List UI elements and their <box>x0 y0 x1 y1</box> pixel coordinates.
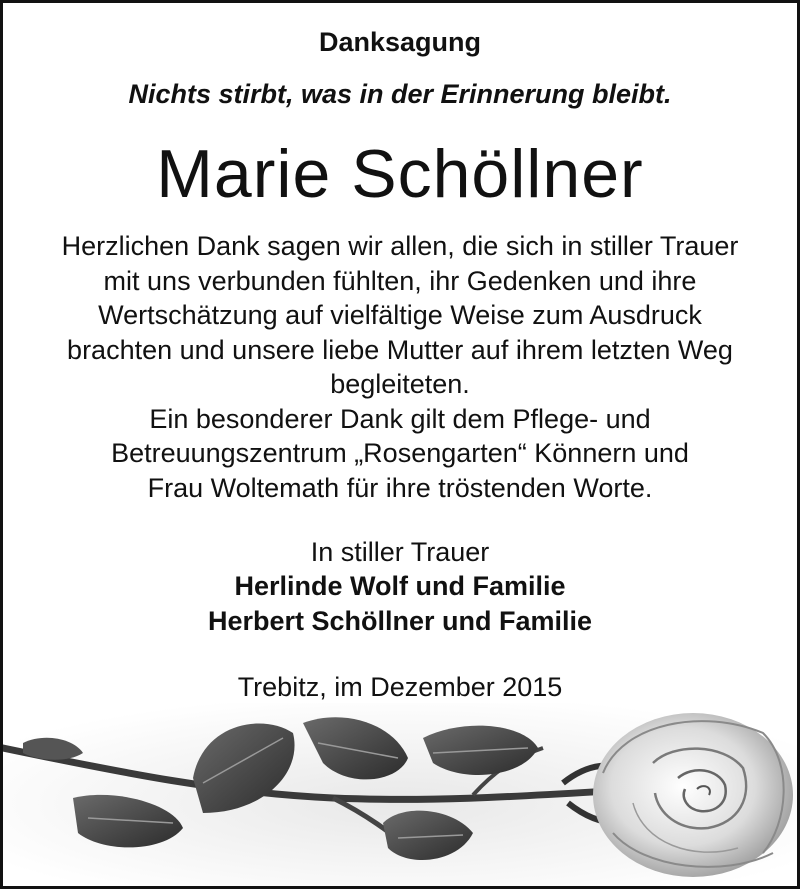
message-line: brachten und unsere liebe Mutter auf ihrem letzten Weg <box>67 334 733 365</box>
signoff-block <box>3 535 797 639</box>
message-line: Frau Woltemath für ihre tröstenden Worte. <box>147 472 653 503</box>
motto-quote: Nichts stirbt, was in der Erinnerung bleibt. <box>128 79 672 109</box>
message-line: begleiteten. <box>330 369 470 399</box>
mourner-name: Herbert Schöllner und Familie <box>207 606 593 636</box>
thank-you-message <box>23 229 777 505</box>
message-line: Herzlichen Dank sagen wir allen, die sich in stiller Trauer <box>61 231 739 261</box>
signoff-text: In stiller Trauer <box>310 537 490 567</box>
message-line: Wertschätzung auf vielfältige Weise zum Ausdruck <box>98 300 702 330</box>
message-line: mit uns verbunden fühlten, ihr Gedenken und ihre <box>103 265 697 296</box>
notice-heading: Danksagung <box>318 27 482 57</box>
message-line: Betreuungszentrum „Rosengarten“ Könnern und <box>111 438 689 468</box>
rose-image <box>3 703 797 886</box>
deceased-name: Marie Schöllner <box>156 136 644 212</box>
place-date: Trebitz, im Dezember 2015 <box>237 672 563 702</box>
mourner-name: Herlinde Wolf und Familie <box>234 571 566 601</box>
message-line: Ein besonderer Dank gilt dem Pflege- und <box>149 403 651 434</box>
